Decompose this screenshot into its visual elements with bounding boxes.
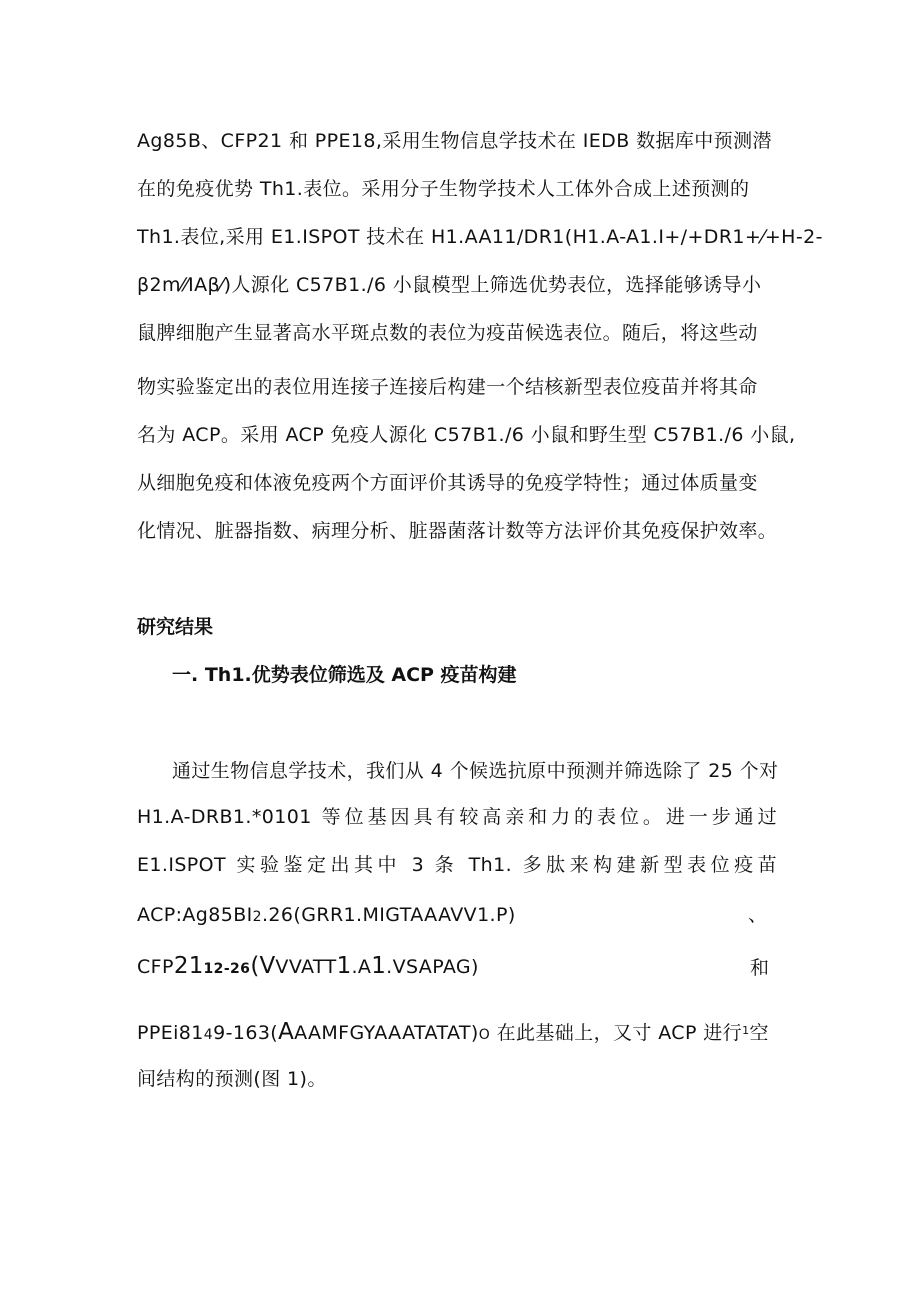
formula-ppe-range: 9-163(	[213, 1022, 279, 1044]
formula-cfp-seq1: VVATT	[275, 956, 337, 978]
paragraph2-line-6-text: 在此基础上，又寸 ACP 进行	[490, 1022, 743, 1044]
paragraph1-line-8: 从细胞免疫和体液免疫两个方面评价其诱导的免疫学特性；通过体质量变	[137, 472, 758, 494]
paragraph1-line-2: 在的免疫优势 Th1.表位。采用分子生物学技术人工体外合成上述预测的	[137, 178, 750, 200]
formula-cfp-range: 12-26	[203, 961, 251, 977]
paragraph2-line-6-superscript: 1	[742, 1024, 750, 1037]
paragraph2-line-4	[137, 902, 797, 930]
formula-ppe: PPEi81	[137, 1022, 204, 1044]
formula-cfp-seq2: .A	[351, 956, 372, 978]
formula-ppe-sub: 4	[203, 1027, 214, 1043]
paragraph2-line-5-mark: 和	[750, 957, 770, 979]
formula-ppe-seq: AAMFGYAAATATAT)	[294, 1022, 479, 1044]
section-subtitle: 一. Th1.优势表位筛选及 ACP 疫苗构建	[172, 664, 517, 686]
formula-ppe-first: A	[278, 1019, 295, 1045]
formula-cfp: CFP	[137, 956, 174, 978]
formula-cfp-open: (V	[250, 953, 276, 979]
formula-cfp-one-b: 1	[371, 953, 387, 979]
paragraph2-line-4-mark: 、	[748, 904, 768, 926]
paragraph2-line-1: 通过生物信息学技术，我们从 4 个候选抗原中预测并筛选除了 25 个对	[172, 760, 779, 782]
paragraph1-line-3: Th1.表位,采用 E1.ISPOT 技术在 H1.AA11/DR1(H1.A-A1.I+/+DR1+⁄+H-2-	[137, 226, 823, 248]
paragraph1-line-9: 化情况、脏器指数、病理分析、脏器菌落计数等方法评价其免疫保护效率。	[137, 520, 778, 542]
formula-cfp-one-a: 1	[336, 953, 352, 979]
paragraph1-line-5: 鼠脾细胞产生显著高水平斑点数的表位为疫苗候选表位。随后，将这些动	[137, 322, 758, 344]
paragraph2-line-5	[137, 953, 797, 982]
paragraph2-line-7: 间结构的预测(图 1)。	[137, 1068, 327, 1090]
formula-ppe-mark: O	[478, 1027, 491, 1043]
paragraph2-line-6-end: 空	[749, 1022, 769, 1044]
paragraph2-line-6	[137, 1018, 797, 1048]
formula-ag85b-sub: 2	[252, 909, 262, 925]
paragraph2-line-3: E1.ISPOT 实验鉴定出其中 3 条 Th1. 多肽来构建新型表位疫苗	[137, 854, 777, 876]
paragraph1-line-4: β2m⁄⁄IAβ⁄)人源化 C57B1./6 小鼠模型上筛选优势表位，选择能够诱导小	[137, 274, 762, 296]
formula-cfp-number: 21	[173, 953, 204, 979]
paragraph1-line-6: 物实验鉴定出的表位用连接子连接后构建一个结核新型表位疫苗并将其命	[137, 376, 758, 398]
paragraph2-line-2: H1.A-DRB1.*0101 等位基因具有较高亲和力的表位。进一步通过	[137, 806, 777, 828]
paragraph1-line-7: 名为 ACP。采用 ACP 免疫人源化 C57B1./6 小鼠和野生型 C57B1./6 小鼠,	[137, 424, 796, 446]
formula-ag85b: ACP:Ag85BI	[137, 904, 253, 926]
paragraph1-line-1: Ag85B、CFP21 和 PPE18,采用生物信息学技术在 IEDB 数据库中预测潜	[137, 130, 772, 152]
formula-ag85b-rest: .26(GRR1.MIGTAAAVV1.P)	[261, 904, 516, 926]
section-title: 研究结果	[137, 616, 214, 638]
formula-cfp-seq3: .VSAPAG)	[386, 956, 479, 978]
